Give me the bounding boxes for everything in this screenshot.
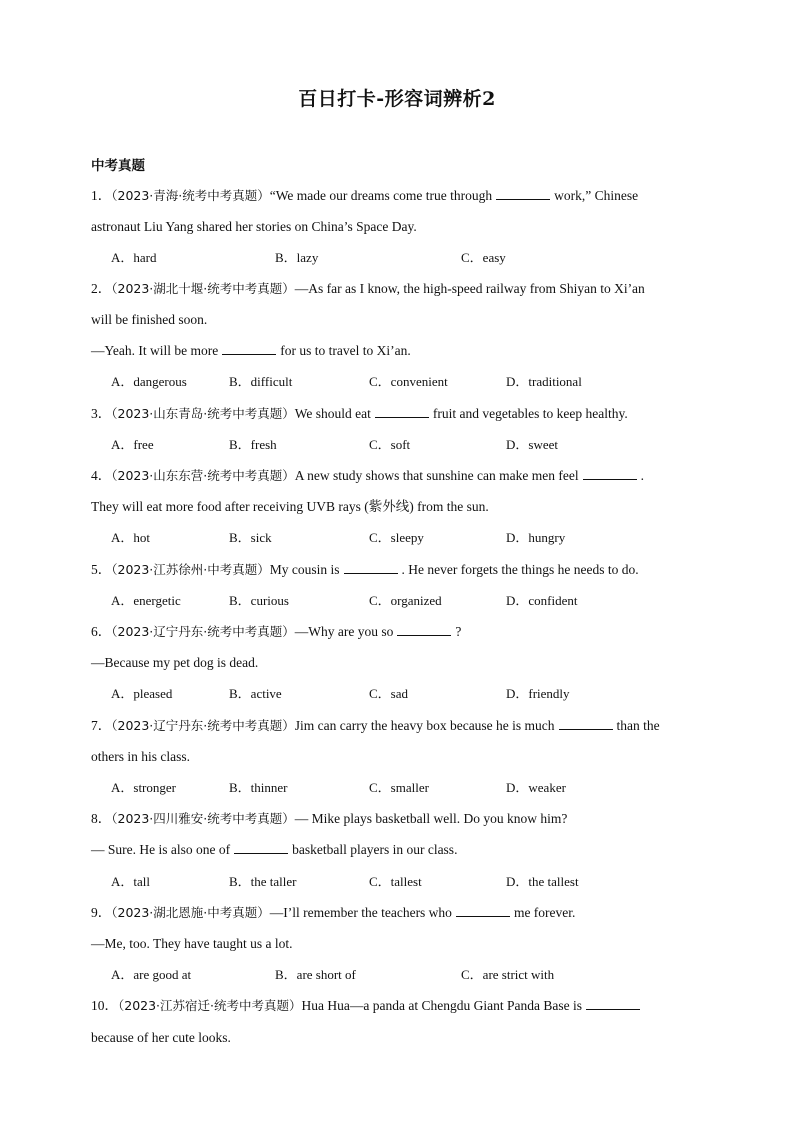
answer-blank xyxy=(586,997,640,1010)
question-6-line2: —Because my pet dog is dead. xyxy=(91,655,259,670)
option-a[interactable]: A．hard xyxy=(111,250,157,265)
question-10-line2: because of her cute looks. xyxy=(91,1030,231,1045)
option-a[interactable]: A．are good at xyxy=(111,967,192,982)
question-2-line3: —Yeah. It will be more for us to travel to Xi’an. xyxy=(91,343,411,358)
question-10: 10．（2023·江苏宿迁·统考中考真题）Hua Hua—a panda at Chengdu Giant Panda Base is xyxy=(91,996,704,1016)
option-b[interactable]: B．are short of xyxy=(275,967,356,982)
option-c[interactable]: C．sleepy xyxy=(369,530,424,545)
page-title: 百日打卡-形容词辨析2 xyxy=(298,88,496,110)
option-a[interactable]: A．stronger xyxy=(111,780,176,795)
answer-blank xyxy=(375,405,429,418)
option-c[interactable]: C．tallest xyxy=(369,874,422,889)
option-d[interactable]: D．weaker xyxy=(506,780,566,795)
question-8: 8．（2023·四川雅安·统考中考真题）— Mike plays basketball well. Do you know him? xyxy=(91,811,568,826)
option-d[interactable]: D．traditional xyxy=(506,374,582,389)
question-2: 2．（2023·湖北十堰·统考中考真题）—As far as I know, the high-speed railway from Shiyan to Xi’an xyxy=(91,281,645,296)
option-a[interactable]: A．free xyxy=(111,437,154,452)
answer-blank xyxy=(496,187,550,200)
answer-blank xyxy=(456,904,510,917)
option-b[interactable]: B．lazy xyxy=(275,250,319,265)
option-d[interactable]: D．confident xyxy=(506,593,578,608)
question-3: 3．（2023·山东青岛·统考中考真题）We should eat fruit and vegetables to keep healthy. xyxy=(91,406,628,421)
question-3-options xyxy=(111,435,704,455)
option-a[interactable]: A．dangerous xyxy=(111,374,187,389)
question-9-options xyxy=(111,965,704,985)
answer-blank xyxy=(397,623,451,636)
option-d[interactable]: D．sweet xyxy=(506,437,558,452)
option-a[interactable]: A．energetic xyxy=(111,593,181,608)
option-b[interactable]: B．the taller xyxy=(229,874,297,889)
question-7: 7．（2023·辽宁丹东·统考中考真题）Jim can carry the heavy box because he is much than the xyxy=(91,718,660,733)
question-1: 1．（2023·青海·统考中考真题）“We made our dreams come true through work,” Chinese xyxy=(91,188,639,203)
option-c[interactable]: C．sad xyxy=(369,686,409,701)
question-7-options xyxy=(111,778,704,798)
answer-blank xyxy=(222,342,276,355)
question-2-line2: will be finished soon. xyxy=(91,312,208,327)
option-b[interactable]: B．curious xyxy=(229,593,289,608)
question-4-options xyxy=(111,528,704,548)
option-a[interactable]: A．tall xyxy=(111,874,150,889)
question-4-line2: They will eat more food after receiving UVB rays (紫外线) from the sun. xyxy=(91,499,489,514)
option-c[interactable]: C．soft xyxy=(369,437,411,452)
question-9-line2: —Me, too. They have taught us a lot. xyxy=(91,936,293,951)
question-9: 9．（2023·湖北恩施·中考真题）—I’ll remember the teachers who me forever. xyxy=(91,905,576,920)
option-b[interactable]: B．fresh xyxy=(229,437,277,452)
option-d[interactable]: D．the tallest xyxy=(506,874,579,889)
question-1-options xyxy=(111,248,704,268)
option-c[interactable]: C．easy xyxy=(461,250,506,265)
option-b[interactable]: B．thinner xyxy=(229,780,288,795)
option-a[interactable]: A．hot xyxy=(111,530,151,545)
option-c[interactable]: C．smaller xyxy=(369,780,429,795)
option-a[interactable]: A．pleased xyxy=(111,686,173,701)
answer-blank xyxy=(559,717,613,730)
section-heading: 中考真题 xyxy=(91,158,145,174)
answer-blank xyxy=(234,841,288,854)
option-b[interactable]: B．active xyxy=(229,686,282,701)
question-6-options xyxy=(111,684,704,704)
answer-blank xyxy=(583,467,637,480)
option-d[interactable]: D．hungry xyxy=(506,530,566,545)
question-8-line2: — Sure. He is also one of basketball players in our class. xyxy=(91,842,458,857)
question-7-line2: others in his class. xyxy=(91,749,190,764)
option-b[interactable]: B．sick xyxy=(229,530,272,545)
option-c[interactable]: C．organized xyxy=(369,593,442,608)
question-2-options xyxy=(111,372,704,392)
question-1-line2: astronaut Liu Yang shared her stories on China’s Space Day. xyxy=(91,219,417,234)
option-d[interactable]: D．friendly xyxy=(506,686,570,701)
question-8-options xyxy=(111,872,704,892)
answer-blank xyxy=(344,561,398,574)
question-4: 4．（2023·山东东营·统考中考真题）A new study shows that sunshine can make men feel . xyxy=(91,468,644,483)
option-c[interactable]: C．convenient xyxy=(369,374,448,389)
option-c[interactable]: C．are strict with xyxy=(461,967,555,982)
question-5-options xyxy=(111,591,704,611)
option-b[interactable]: B．difficult xyxy=(229,374,293,389)
question-6: 6．（2023·辽宁丹东·统考中考真题）—Why are you so ? xyxy=(91,624,462,639)
question-5: 5．（2023·江苏徐州·中考真题）My cousin is . He never forgets the things he needs to do. xyxy=(91,562,639,577)
